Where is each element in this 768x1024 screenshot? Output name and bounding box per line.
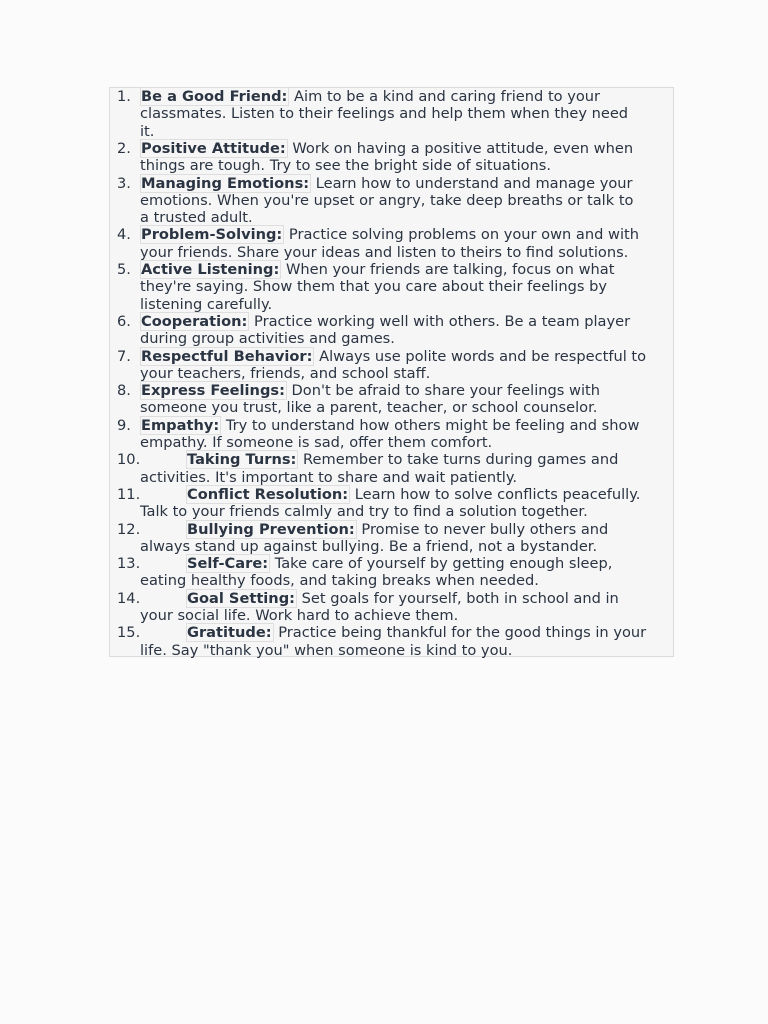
list-item-number: 3.: [117, 174, 131, 192]
list-item-text: it.: [140, 122, 155, 140]
list-item-text: Learn how to solve conflicts peacefully.: [350, 485, 641, 503]
list-item-number: 10.: [117, 451, 141, 469]
list-item-number: 2.: [117, 139, 131, 157]
list-item-text: classmates. Listen to their feelings and help them when they need: [140, 105, 629, 123]
list-item-text: Talk to your friends calmly and try to find a solution together.: [140, 503, 588, 521]
list-item-text: they're saying. Show them that you care about their feelings by: [140, 278, 607, 296]
list-item-text: empathy. If someone is sad, offer them comfort.: [140, 433, 493, 451]
list-item-line: [140, 226, 639, 243]
list-item-text: your social life. Work hard to achieve them.: [140, 606, 459, 624]
list-item-number: 14.: [117, 589, 141, 607]
list-item-text: a trusted adult.: [140, 209, 253, 227]
list-item-term: Conflict Resolution:: [187, 485, 349, 503]
list-item-term: Empathy:: [141, 416, 220, 434]
list-item-term: Problem-Solving:: [141, 226, 283, 244]
list-item-term: Gratitude:: [187, 624, 272, 642]
list-item-text: Always use polite words and be respectful to: [314, 347, 647, 365]
list-item-line: [140, 486, 640, 503]
list-item-text: Try to understand how others might be feeling and show: [221, 416, 640, 434]
list-item-line: [140, 261, 614, 278]
list-item-text: activities. It's important to share and wait patiently.: [140, 468, 518, 486]
list-item-number: 5.: [117, 261, 131, 278]
list-item-term: Goal Setting:: [187, 589, 295, 607]
list-item-term: Positive Attitude:: [141, 139, 286, 157]
list-item-line: [140, 624, 646, 641]
list-item-line: [140, 88, 600, 105]
list-item-text: Promise to never bully others and: [356, 520, 609, 538]
list-item-line: [140, 417, 639, 434]
list-item-text: emotions. When you're upset or angry, take deep breaths or talk to: [140, 191, 634, 209]
list-item-number: 11.: [117, 485, 141, 503]
list-item-text: eating healthy foods, and taking breaks when needed.: [140, 572, 539, 590]
list-item-number: 1.: [117, 88, 131, 105]
list-item-line: [140, 590, 619, 607]
list-item-text: your teachers, friends, and school staff.: [140, 364, 431, 382]
list-item-term: Be a Good Friend:: [141, 88, 288, 105]
list-item-number: 13.: [117, 555, 141, 573]
list-item-text: during group activities and games.: [140, 330, 395, 348]
list-item-line: [140, 451, 618, 468]
list-item-text: Practice solving problems on your own and with: [284, 226, 639, 244]
list-item-line: [140, 521, 608, 538]
list-item-number: 6.: [117, 312, 131, 330]
list-item-line: [140, 175, 633, 192]
list-item-text: your friends. Share your ideas and listen to theirs to find solutions.: [140, 243, 629, 261]
list-item-term: Cooperation:: [141, 312, 248, 330]
list-item-term: Express Feelings:: [141, 382, 285, 400]
list-item-term: Managing Emotions:: [141, 174, 310, 192]
list-item-number: 7.: [117, 347, 131, 365]
list-item-text: When your friends are talking, focus on what: [281, 261, 615, 278]
list-item-text: Work on having a positive attitude, even when: [287, 139, 634, 157]
list-item-number: 4.: [117, 226, 131, 244]
list-item-text: life. Say "thank you" when someone is kind to you.: [140, 641, 513, 659]
list-item-term: Bullying Prevention:: [187, 520, 355, 538]
list-item-text: Take care of yourself by getting enough sleep,: [270, 555, 613, 573]
list-item-text: Don't be afraid to share your feelings with: [286, 382, 600, 400]
list-item-text: Aim to be a kind and caring friend to your: [289, 88, 601, 105]
list-item-number: 8.: [117, 382, 131, 400]
list-item-text: Practice working well with others. Be a team player: [249, 312, 631, 330]
list-item-text: listening carefully.: [140, 295, 273, 313]
list-item-number: 9.: [117, 416, 131, 434]
list-item-term: Respectful Behavior:: [141, 347, 313, 365]
list-item-text: things are tough. Try to see the bright side of situations.: [140, 157, 552, 175]
list-item-text: Remember to take turns during games and: [298, 451, 619, 469]
list-item-text: always stand up against bullying. Be a friend, not a bystander.: [140, 537, 598, 555]
numbered-list: [109, 87, 674, 657]
list-item-text: someone you trust, like a parent, teacher, or school counselor.: [140, 399, 598, 417]
list-item-number: 12.: [117, 520, 141, 538]
list-item-line: [140, 382, 600, 399]
list-item-line: [140, 348, 646, 365]
list-item-line: [140, 140, 633, 157]
list-item-term: Taking Turns:: [187, 451, 297, 469]
list-item-number: 15.: [117, 624, 141, 642]
list-item-text: Practice being thankful for the good things in your: [273, 624, 647, 642]
list-item-term: Self-Care:: [187, 555, 269, 573]
list-item-term: Active Listening:: [141, 261, 280, 278]
list-item-line: [140, 313, 630, 330]
list-item-text: Learn how to understand and manage your: [311, 174, 633, 192]
list-item-line: [140, 555, 612, 572]
list-item-text: Set goals for yourself, both in school and in: [296, 589, 619, 607]
